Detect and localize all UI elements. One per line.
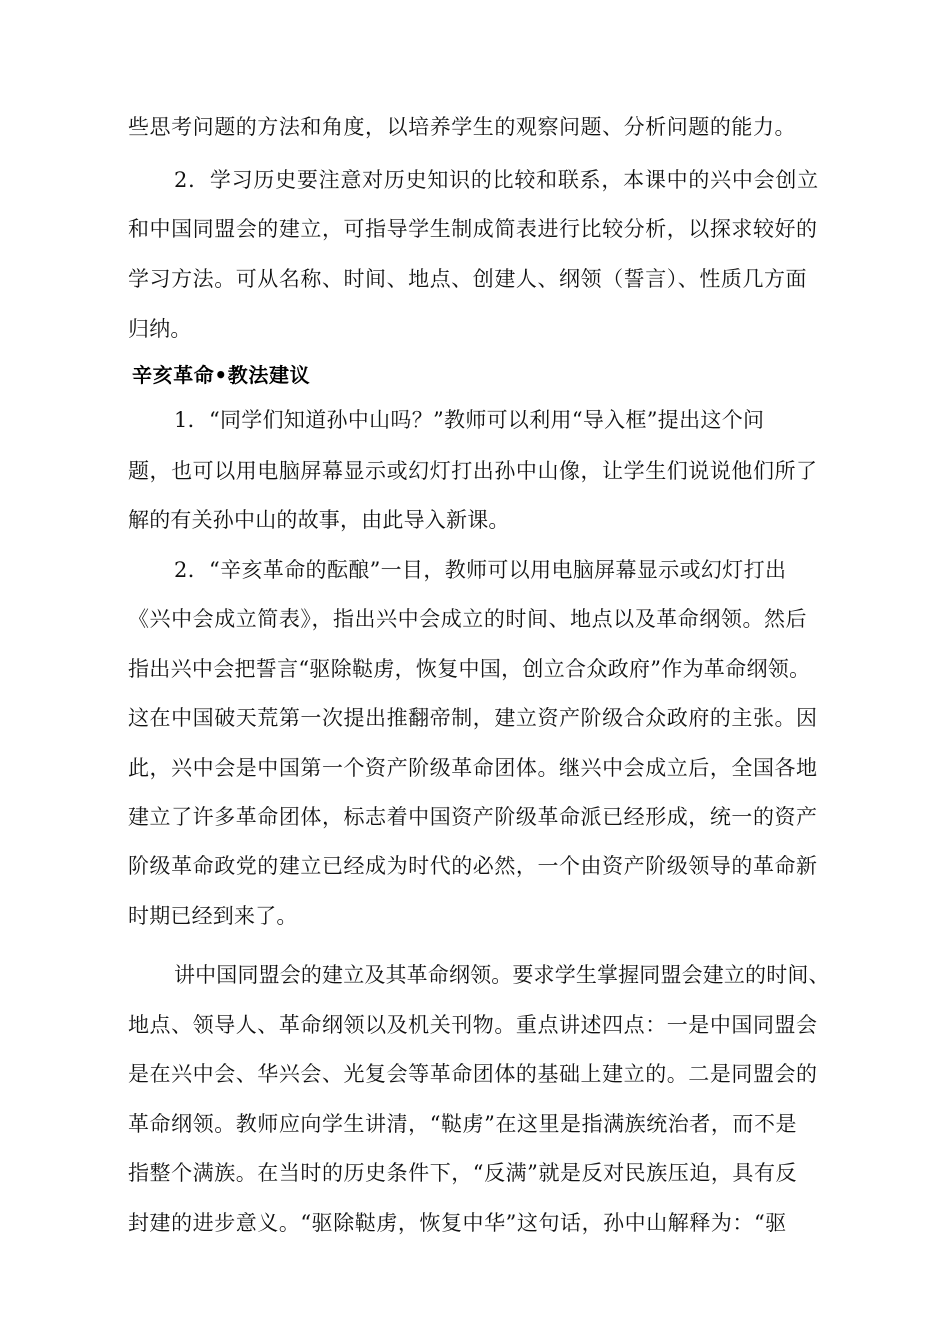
body-line: 此，兴中会是中国第一个资产阶级革命团体。继兴中会成立后，全国各地 xyxy=(128,756,818,780)
body-line: 建立了许多革命团体，标志着中国资产阶级革命派已经形成，统一的资产 xyxy=(128,805,818,829)
body-line: 是在兴中会、华兴会、光复会等革命团体的基础上建立的。二是同盟会的 xyxy=(128,1062,818,1086)
body-line: 指出兴中会把誓言“驱除鞑虏，恢复中国，创立合众政府”作为革命纲领。 xyxy=(128,657,811,681)
body-line: 2．“辛亥革命的酝酿”一目，教师可以用电脑屏幕显示或幻灯打出 xyxy=(174,558,787,582)
intro-line: 学习方法。可从名称、时间、地点、创建人、纲领（誓言）、性质几方面 xyxy=(128,267,808,291)
body-line: 革命纲领。教师应向学生讲清，“鞑虏”在这里是指满族统治者，而不是 xyxy=(128,1112,798,1136)
body-line: 1．“同学们知道孙中山吗？”教师可以利用“导入框”提出这个问 xyxy=(174,408,765,432)
intro-line: 些思考问题的方法和角度，以培养学生的观察问题、分析问题的能力。 xyxy=(128,115,797,139)
body-line: 地点、领导人、革命纲领以及机关刊物。重点讲述四点：一是中国同盟会 xyxy=(128,1013,818,1037)
body-line: 讲中国同盟会的建立及其革命纲领。要求学生掌握同盟会建立的时间、 xyxy=(174,963,830,987)
body-line: 《兴中会成立简表》，指出兴中会成立的时间、地点以及革命纲领。然后 xyxy=(128,607,808,631)
body-line: 题，也可以用电脑屏幕显示或幻灯打出孙中山像，让学生们说说他们所了 xyxy=(128,459,818,483)
intro-line: 归纳。 xyxy=(128,317,192,341)
section-heading: 辛亥革命•教法建议 xyxy=(132,363,311,387)
body-line: 阶级革命政党的建立已经成为时代的必然，一个由资产阶级领导的革命新 xyxy=(128,854,818,878)
body-line: 解的有关孙中山的故事，由此导入新课。 xyxy=(128,508,510,532)
intro-line: 和中国同盟会的建立，可指导学生制成简表进行比较分析，以探求较好的 xyxy=(128,217,818,241)
intro-line: 2．学习历史要注意对历史知识的比较和联系，本课中的兴中会创立 xyxy=(174,168,819,192)
body-line: 时期已经到来了。 xyxy=(128,904,298,928)
body-line: 指整个满族。在当时的历史条件下，“反满”就是反对民族压迫，具有反 xyxy=(128,1161,798,1185)
body-line: 封建的进步意义。“驱除鞑虏，恢复中华”这句话，孙中山解释为：“驱 xyxy=(128,1211,787,1235)
body-line: 这在中国破天荒第一次提出推翻帝制，建立资产阶级合众政府的主张。因 xyxy=(128,706,818,730)
